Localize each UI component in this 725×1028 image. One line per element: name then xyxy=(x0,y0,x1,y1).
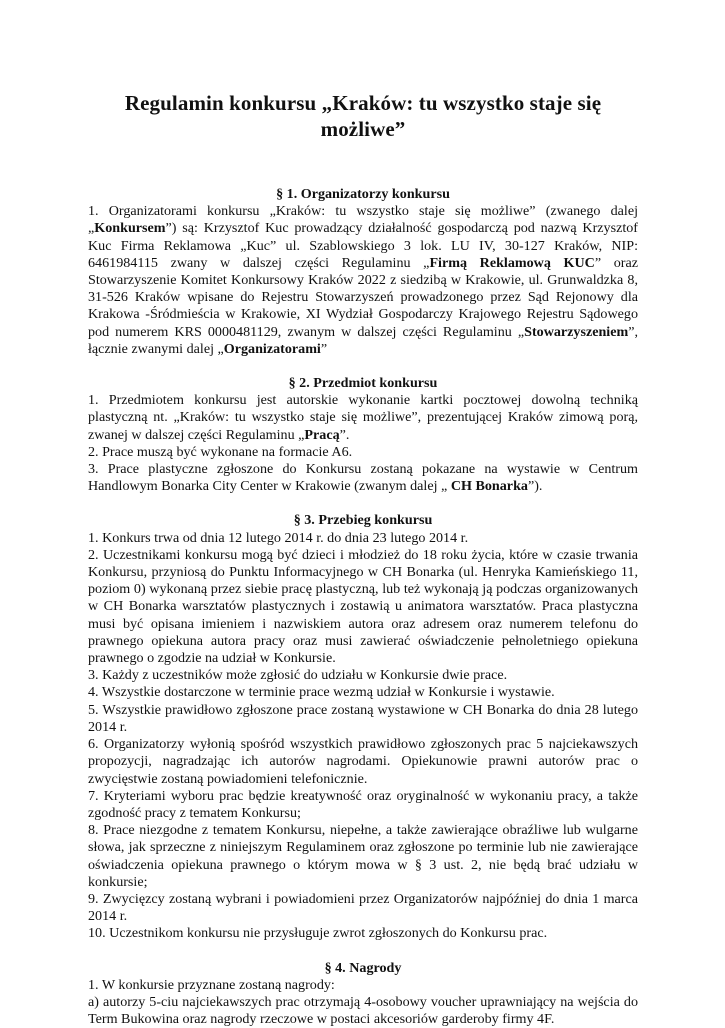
document-page xyxy=(88,90,638,1028)
paragraph xyxy=(88,925,638,942)
text-run: ” oraz Stowarzyszenie Komitet Konkursowy Kraków 2022 z siedzibą w Krakowie, ul. Grunwaldzka 8, 31-526 Kraków wpisane do Rejestru Stowarzyszeń prowadzonego przez Sąd Rejonowy dla Krakowa -Śródmieścia w Krakowie, XI Wydział Gospodarczy Krajowego Rejestru Sądowego pod numerem KRS 0000481129, zwanym w dalszej części Regulaminu „ xyxy=(88,254,639,340)
text-run: 7. Kryteriami wyboru prac będzie kreatywność oraz oryginalność w wykonaniu pracy, a także zgodność pracy z tematem Konkursu; xyxy=(88,787,638,821)
text-run: 4. Wszystkie dostarczone w terminie prace wezmą udział w Konkursie i wystawie. xyxy=(88,684,555,701)
paragraph xyxy=(88,461,638,495)
paragraph xyxy=(88,977,638,994)
text-run: 1. W konkursie przyznane zostaną nagrody: xyxy=(88,976,335,993)
section xyxy=(88,375,638,495)
text-run: ”, łącznie zwanymi dalej „ xyxy=(88,323,638,357)
paragraph xyxy=(88,736,638,788)
text-run: 2. Prace muszą być wykonane na formacie A6. xyxy=(88,443,353,460)
section-heading: § 3. Przebieg konkursu xyxy=(293,512,433,529)
paragraph xyxy=(88,530,638,547)
paragraph xyxy=(88,684,638,701)
bold-term: Pracą xyxy=(304,426,340,443)
paragraph xyxy=(88,788,638,822)
text-run: 5. Wszystkie prawidłowo zgłoszone prace zostaną wystawione w CH Bonarka do dnia 28 lutego 2014 r. xyxy=(88,701,638,735)
text-run: 6. Organizatorzy wyłonią spośród wszystkich prawidłowo zgłoszonych prac 5 najciekawszych propozycji, nagradzając ich autorów nagrodami. Opiekunowie prawni autorów prac o zwycięstwie zostaną powiadomieni telefonicznie. xyxy=(88,736,638,787)
text-run: 1. Konkurs trwa od dnia 12 lutego 2014 r. do dnia 23 lutego 2014 r. xyxy=(88,529,469,546)
paragraph xyxy=(88,392,638,444)
paragraph xyxy=(88,203,638,358)
paragraph xyxy=(88,667,638,684)
text-run: 9. Zwycięzcy zostaną wybrani i powiadomieni przez Organizatorów najpóźniej do dnia 1 marca 2014 r. xyxy=(88,890,638,925)
text-run: 1. Przedmiotem konkursu jest autorskie wykonanie kartki pocztowej dowolną techniką plastyczną nt. „Kraków: tu wszystko staje się możliwe”, prezentującej Kraków zimową porą, zwanej w dalszej części Regulaminu „ xyxy=(88,392,638,443)
text-run: ” xyxy=(320,340,328,357)
paragraph xyxy=(88,702,638,736)
section xyxy=(88,960,638,1028)
paragraph xyxy=(88,891,638,925)
section-spacer xyxy=(88,495,638,512)
section-heading: § 1. Organizatorzy konkursu xyxy=(276,186,450,202)
text-run: 1. Organizatorami konkursu „Kraków: tu wszystko staje się możliwe” (zwanego dalej „ xyxy=(88,203,638,237)
bold-term: CH Bonarka xyxy=(450,478,528,495)
section-spacer xyxy=(88,943,638,960)
text-run: ”). xyxy=(527,478,543,495)
text-run: 10. Uczestnikom konkursu nie przysługuje zwrot zgłoszonych do Konkursu prac. xyxy=(88,925,548,942)
bold-term: Konkursem xyxy=(94,220,166,237)
text-run: 8. Prace niezgodne z tematem Konkursu, niepełne, a także zawierające obraźliwe lub wulgarne słowa, jak sprzeczne z niniejszym Regulaminem oraz zgłoszone po terminie lub nie zawierające oświadczenia opiekuna prawnego o którym mowa w § 3 ust. 2, nie będą brać udziału w konkursie; xyxy=(88,822,638,890)
paragraph xyxy=(88,822,638,891)
bold-term: Organizatorami xyxy=(223,340,321,357)
document-title: Regulamin konkursu „Kraków: tu wszystko staje się możliwe” xyxy=(124,91,602,141)
bold-term: Firmą Reklamową KUC xyxy=(429,254,595,271)
section-spacer xyxy=(88,358,638,375)
section xyxy=(88,512,638,942)
paragraph xyxy=(88,444,638,461)
paragraph xyxy=(88,547,638,667)
text-run: ”. xyxy=(339,426,350,443)
sections-container xyxy=(88,186,638,1028)
section-heading: § 2. Przedmiot konkursu xyxy=(288,375,438,392)
section-heading: § 4. Nagrody xyxy=(324,959,402,976)
text-run: ”) są: Krzysztof Kuc prowadzący działalność gospodarczą pod nazwą Krzysztof Kuc Firma Reklamowa „Kuc” ul. Szablowskiego 3 lok. LU IV, 30-127 Kraków, NIP: 6461984115 zwany w dalszej części Regulaminu „ xyxy=(88,220,638,271)
text-run: a) autorzy 5-ciu najciekawszych prac otrzymają 4-osobowy voucher uprawniający na wejścia do Term Bukowina oraz nagrody rzeczowe w postaci akcesoriów garderoby firmy 4F. xyxy=(88,993,638,1028)
text-run: 3. Każdy z uczestników może zgłosić do udziału w Konkursie dwie prace. xyxy=(88,667,508,684)
text-run: 3. Prace plastyczne zgłoszone do Konkursu zostaną pokazane na wystawie w Centrum Handlowym Bonarka City Center w Krakowie (zwanym dalej „ xyxy=(88,461,638,495)
bold-term: Stowarzyszeniem xyxy=(524,323,629,340)
text-run: 2. Uczestnikami konkursu mogą być dzieci i młodzież do 18 roku życia, które w czasie trwania Konkursu, przyniosą do Punktu Informacyjnego w CH Bonarka (ul. Henryka Kamieńskiego 11, poziom 0) wykonaną przez siebie pracę plastyczną, lub też wykonają ją podczas organizowanych w CH Bonarka warsztatów plastycznych i zostawią u animatora warsztatów. Praca plastyczna musi być opisana imieniem i nazwiskiem autora oraz adresem oraz numerem telefonu do prawnego opiekuna autora pracy oraz musi zawierać oświadczenie pełnoletniego opiekuna prawnego o zgodzie na udział w Konkursie. xyxy=(88,546,638,667)
section xyxy=(88,186,638,358)
paragraph xyxy=(88,994,638,1028)
